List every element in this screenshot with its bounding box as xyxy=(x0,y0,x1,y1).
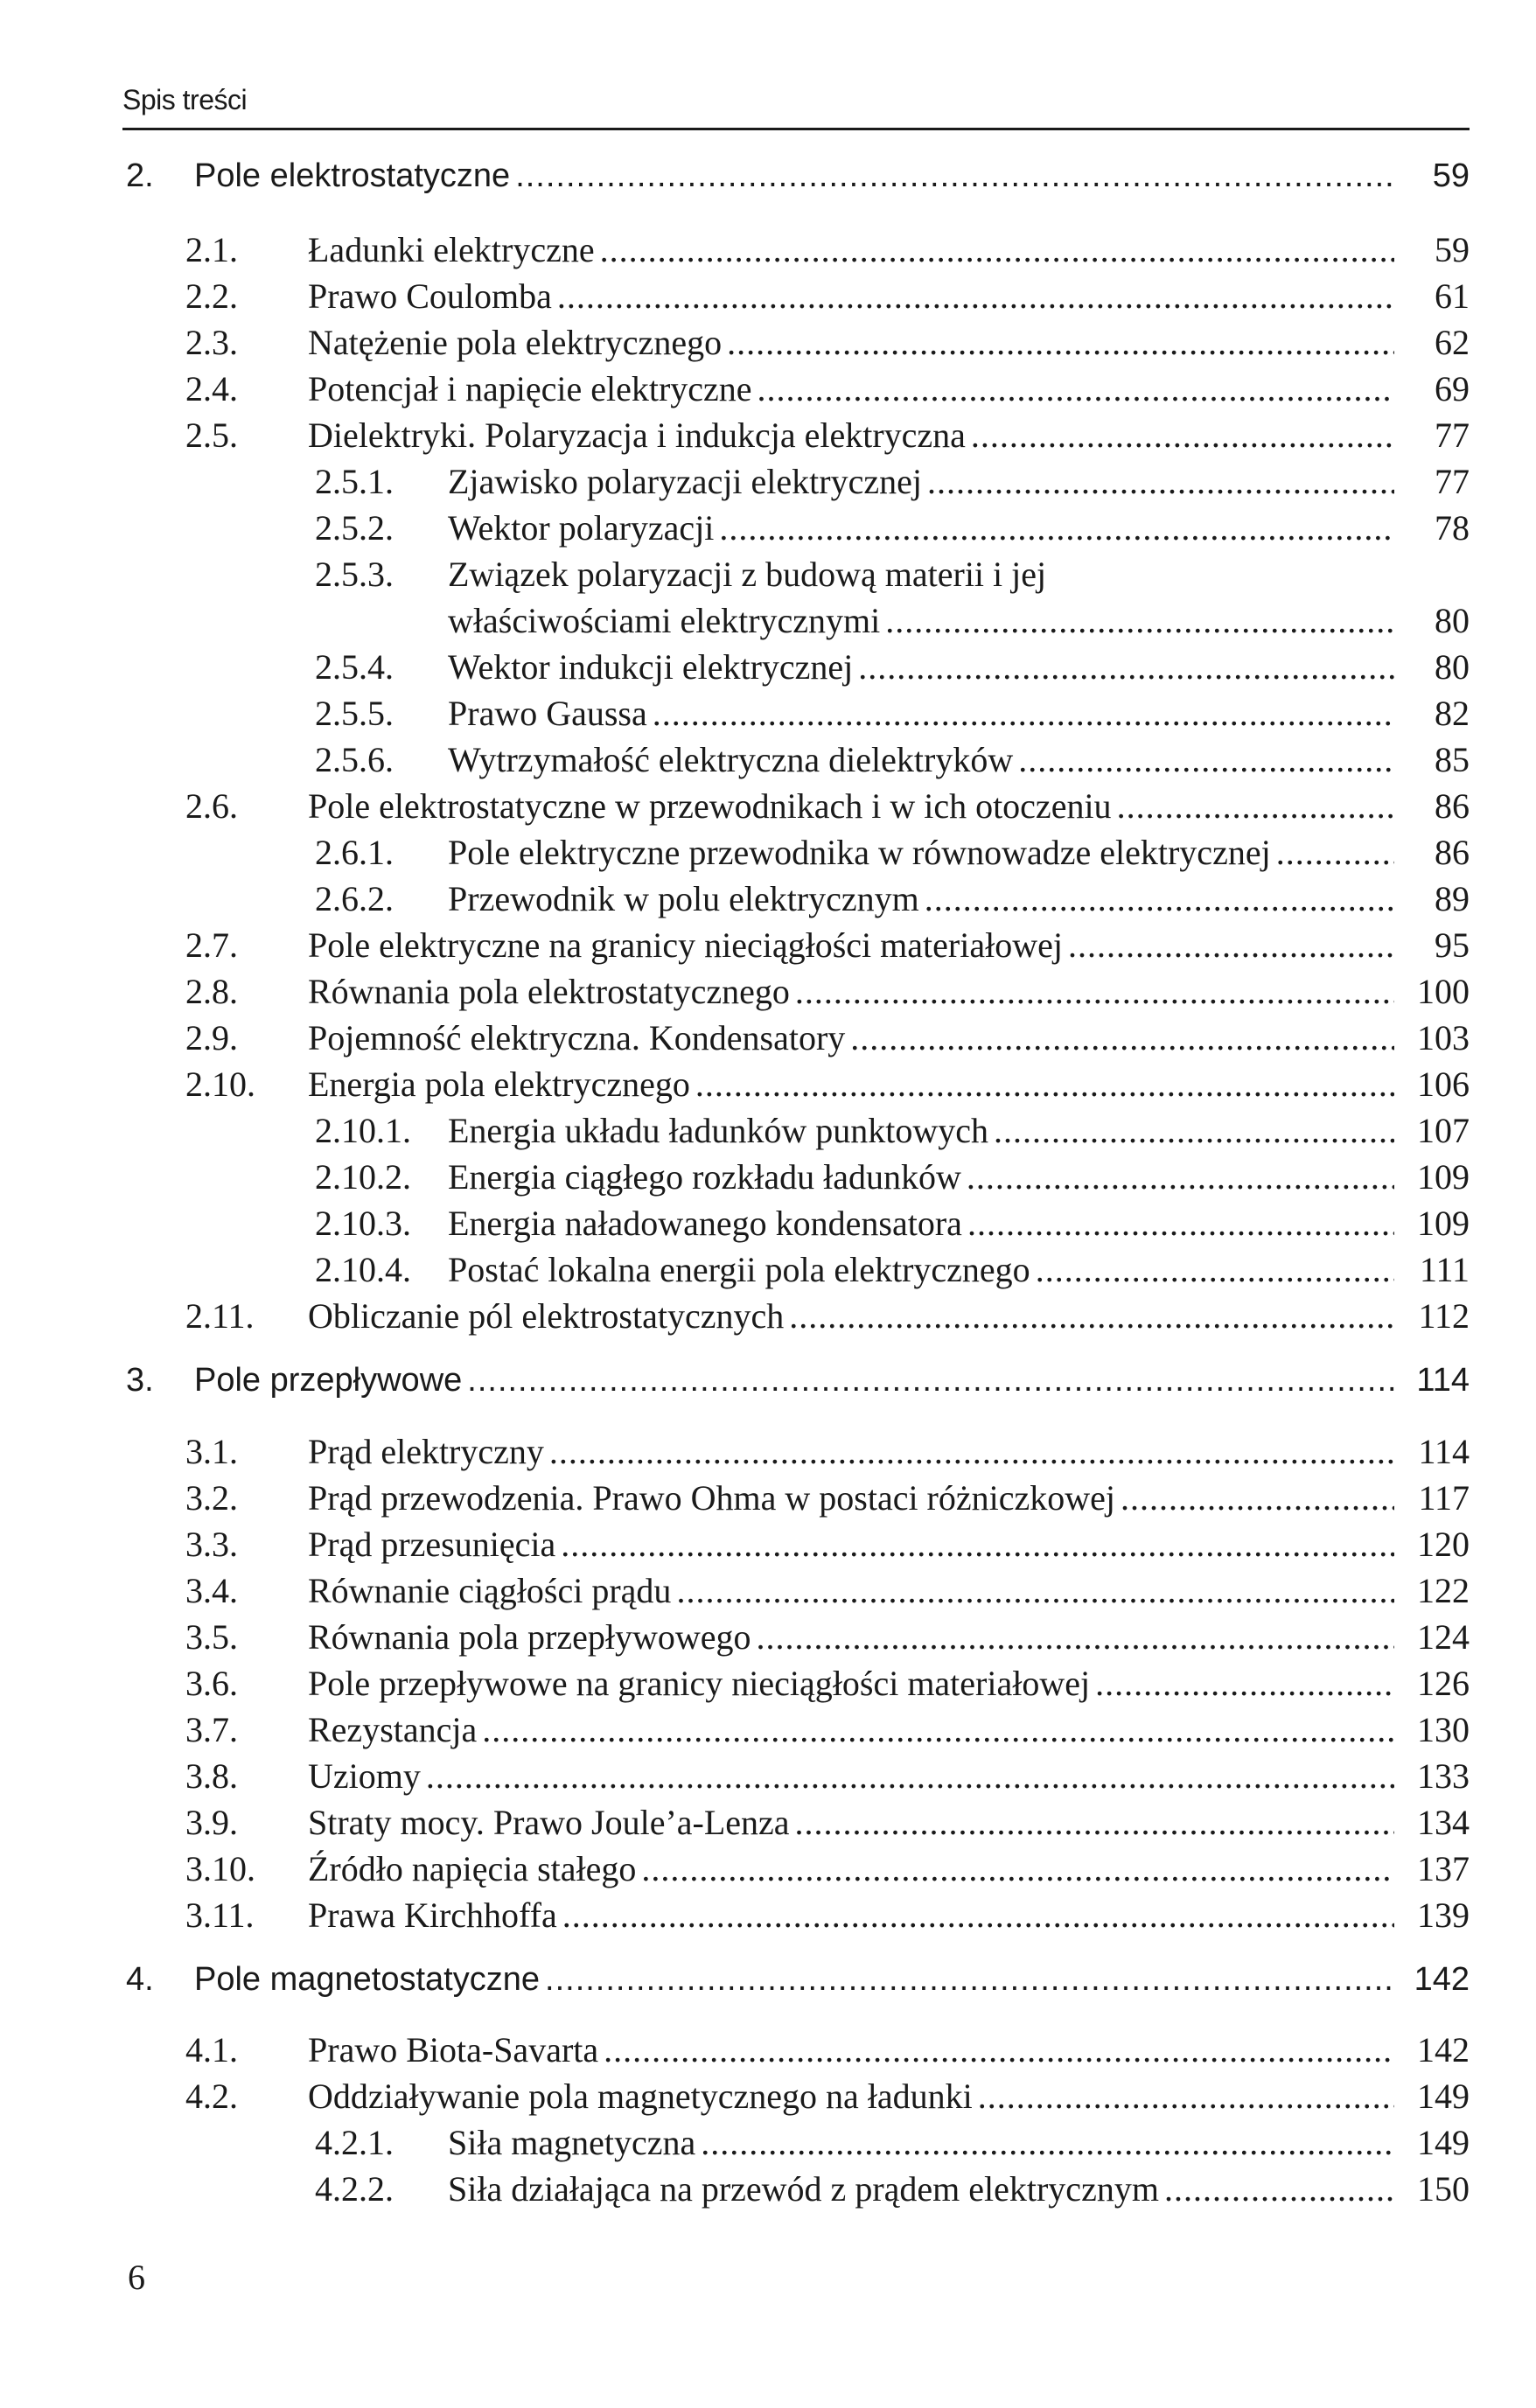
dot-leader xyxy=(515,157,1394,195)
toc-entry-number: 3.4. xyxy=(185,1571,238,1610)
toc-entry-number: 2.10.1. xyxy=(315,1111,411,1150)
toc-entry xyxy=(122,1431,1470,1476)
toc-entry xyxy=(122,368,1470,414)
dot-leader xyxy=(925,878,1394,919)
toc-entry xyxy=(122,1249,1470,1295)
toc-entry xyxy=(122,1663,1470,1708)
toc-entry-page: 107 xyxy=(1417,1111,1470,1150)
toc-entry-page: 85 xyxy=(1435,740,1470,779)
toc-entry-page: 134 xyxy=(1417,1803,1470,1842)
dot-leader xyxy=(557,276,1394,317)
toc-entry-number: 2.5.2. xyxy=(315,508,394,548)
dot-leader xyxy=(967,1156,1394,1197)
toc-entry-title: Straty mocy. Prawo Joule’a-Lenza xyxy=(308,1803,790,1842)
toc-entry-page: 142 xyxy=(1417,2030,1470,2069)
toc-entry-number: 3.11. xyxy=(185,1895,255,1935)
toc-entry-page: 95 xyxy=(1435,925,1470,965)
toc-entry-page: 139 xyxy=(1417,1895,1470,1935)
toc-entry-title: Potencjał i napięcie elektryczne xyxy=(308,369,752,408)
toc-entry-number: 4.2.2. xyxy=(315,2169,394,2209)
toc-entry xyxy=(122,1802,1470,1847)
toc-entry-title: Wytrzymałość elektryczna dielektryków xyxy=(448,740,1014,779)
toc-entry xyxy=(122,1203,1470,1248)
toc-entry-page: 149 xyxy=(1417,2123,1470,2162)
toc-entry xyxy=(122,507,1470,553)
toc-chapter-entry xyxy=(122,1362,1470,1407)
dot-leader xyxy=(978,2076,1394,2117)
toc-entry-number: 4.1. xyxy=(185,2030,238,2069)
toc-entry-number: 4. xyxy=(126,1961,154,1998)
toc-entry xyxy=(122,1616,1470,1662)
toc-entry-page: 122 xyxy=(1417,1571,1470,1610)
dot-leader xyxy=(1276,832,1394,873)
toc-entry-number: 2.5.1. xyxy=(315,462,394,501)
toc-entry-title: Energia ciągłego rozkładu ładunków xyxy=(448,1157,961,1197)
toc-entry-page: 59 xyxy=(1435,230,1470,269)
toc-entry-number: 2.9. xyxy=(185,1018,238,1057)
toc-entry-page: 59 xyxy=(1432,157,1470,194)
toc-entry-number: 4.2.1. xyxy=(315,2123,394,2162)
toc-chapter-entry xyxy=(122,1961,1470,2007)
toc-entry-page: 86 xyxy=(1435,833,1470,872)
toc-entry-page: 117 xyxy=(1418,1478,1470,1518)
dot-leader xyxy=(1095,1663,1394,1704)
toc-entry-page: 120 xyxy=(1417,1525,1470,1564)
toc-entry-page: 114 xyxy=(1418,1432,1470,1471)
toc-entry-number: 3.10. xyxy=(185,1849,255,1888)
toc-entry-title: Pole elektrostatyczne xyxy=(194,157,511,194)
dot-leader xyxy=(482,1709,1394,1750)
toc-entry-page: 126 xyxy=(1417,1664,1470,1703)
toc-entry-number: 3.8. xyxy=(185,1756,238,1796)
toc-entry-title: Siła magnetyczna xyxy=(448,2123,696,2162)
dot-leader xyxy=(701,2122,1394,2163)
toc-entry xyxy=(122,415,1470,460)
toc-entry xyxy=(122,1477,1470,1523)
dot-leader xyxy=(641,1848,1394,1889)
toc-entry-number: 2.10.2. xyxy=(315,1157,411,1197)
toc-entry xyxy=(122,878,1470,924)
toc-entry-title: Pojemność elektryczna. Kondensatory xyxy=(308,1018,846,1057)
toc-entry-title: Uziomy xyxy=(308,1756,421,1796)
dot-leader xyxy=(562,1895,1394,1936)
toc-entry-title: Siła działająca na przewód z prądem elektrycznym xyxy=(448,2169,1159,2209)
toc-entry xyxy=(122,2122,1470,2167)
dot-leader xyxy=(795,971,1394,1012)
toc-entry xyxy=(122,600,1470,646)
toc-entry-title: Zjawisko polaryzacji elektrycznej xyxy=(448,462,922,501)
dot-leader xyxy=(676,1570,1394,1611)
toc-entry-page: 80 xyxy=(1435,647,1470,687)
toc-entry-number: 3.7. xyxy=(185,1710,238,1749)
toc-entry-number: 2.5.4. xyxy=(315,647,394,687)
dot-leader xyxy=(971,415,1394,456)
toc-entry-number: 4.2. xyxy=(185,2076,238,2116)
toc-entry-number: 2.5.5. xyxy=(315,694,394,733)
toc-entry-number: 2. xyxy=(126,157,154,194)
toc-entry-title: Obliczanie pól elektrostatycznych xyxy=(308,1296,785,1336)
toc-entry-number: 2.10. xyxy=(185,1064,255,1104)
toc-entry xyxy=(122,229,1470,275)
toc-entry-title: Energia pola elektrycznego xyxy=(308,1064,690,1104)
toc-entry-title: Pole magnetostatyczne xyxy=(194,1961,541,1998)
dot-leader xyxy=(1121,1477,1394,1518)
toc-entry xyxy=(122,276,1470,321)
toc-entry-title: Pole przepływowe na granicy nieciągłości materiałowej xyxy=(308,1664,1091,1703)
toc-entry-page: 133 xyxy=(1417,1756,1470,1796)
toc-entry-number: 2.7. xyxy=(185,925,238,965)
toc-entry-page: 80 xyxy=(1435,601,1470,640)
toc-entry-page: 82 xyxy=(1435,694,1470,733)
dot-leader xyxy=(758,368,1394,409)
toc-entry xyxy=(122,785,1470,831)
dot-leader xyxy=(426,1755,1394,1797)
toc-chapter-entry xyxy=(122,157,1470,203)
dot-leader xyxy=(719,507,1394,548)
toc-entry-page: 150 xyxy=(1417,2169,1470,2209)
dot-leader xyxy=(967,1203,1394,1244)
toc-entry xyxy=(122,925,1470,970)
toc-entry xyxy=(122,832,1470,877)
toc-entry-title: Prawo Biota-Savarta xyxy=(308,2030,599,2069)
toc-entry-page: 77 xyxy=(1435,462,1470,501)
dot-leader xyxy=(1018,739,1394,780)
dot-leader xyxy=(653,693,1394,734)
toc-entry-number: 2.6. xyxy=(185,786,238,826)
toc-entry-title: Prąd elektryczny xyxy=(308,1432,544,1471)
dot-leader xyxy=(549,1431,1394,1472)
toc-entry-number: 2.4. xyxy=(185,369,238,408)
toc-entry-page: 124 xyxy=(1417,1617,1470,1657)
toc-entry xyxy=(122,1524,1470,1569)
toc-entry xyxy=(122,1156,1470,1202)
dot-leader xyxy=(994,1110,1394,1151)
toc-entry-page: 130 xyxy=(1417,1710,1470,1749)
toc-entry-number: 3. xyxy=(126,1362,154,1399)
toc-entry xyxy=(122,461,1470,506)
toc-entry-page: 109 xyxy=(1417,1157,1470,1197)
dot-leader xyxy=(795,1802,1394,1843)
toc-entry xyxy=(122,693,1470,738)
toc-entry xyxy=(122,2168,1470,2214)
toc-entry-title: Postać lokalna energii pola elektrycznego xyxy=(448,1250,1030,1289)
toc-entry-page: 100 xyxy=(1417,972,1470,1011)
dot-leader xyxy=(545,1961,1394,1999)
page-number: 6 xyxy=(128,2258,145,2297)
toc-entry xyxy=(122,322,1470,367)
toc-entry-title: Energia naładowanego kondensatora xyxy=(448,1204,962,1243)
toc-entry-number: 2.5. xyxy=(185,415,238,455)
toc-entry xyxy=(122,971,1470,1016)
toc-entry-number: 3.5. xyxy=(185,1617,238,1657)
dot-leader xyxy=(727,322,1394,363)
toc-entry-title: właściwościami elektrycznymi xyxy=(448,601,881,640)
toc-entry-number: 3.2. xyxy=(185,1478,238,1518)
dot-leader xyxy=(789,1295,1394,1337)
toc-entry-title: Równanie ciągłości prądu xyxy=(308,1571,672,1610)
toc-entry-title: Równania pola elektrostatycznego xyxy=(308,972,790,1011)
toc-entry-number: 2.3. xyxy=(185,323,238,362)
toc-entry-title: Związek polaryzacji z budową materii i jej xyxy=(448,555,1047,594)
header-rule xyxy=(122,128,1470,130)
toc-entry xyxy=(122,739,1470,785)
toc-entry-title: Prąd przesunięcia xyxy=(308,1525,556,1564)
toc-entry xyxy=(122,1709,1470,1755)
toc-entry-number: 2.6.2. xyxy=(315,879,394,918)
toc-entry-page: 77 xyxy=(1435,415,1470,455)
dot-leader xyxy=(757,1616,1394,1658)
dot-leader xyxy=(885,600,1394,641)
toc-entry-title: Pole elektrostatyczne w przewodnikach i w ich otoczeniu xyxy=(308,786,1112,826)
toc-entry-number: 2.11. xyxy=(185,1296,255,1336)
toc-entry xyxy=(122,1755,1470,1801)
dot-leader xyxy=(600,229,1394,270)
toc-entry xyxy=(122,1295,1470,1341)
toc-entry xyxy=(122,1848,1470,1894)
dot-leader xyxy=(1164,2168,1394,2209)
toc-entry-number: 2.5.6. xyxy=(315,740,394,779)
toc-entry-page: 86 xyxy=(1435,786,1470,826)
toc-entry-page: 149 xyxy=(1417,2076,1470,2116)
toc-entry xyxy=(122,1064,1470,1109)
running-head: Spis treści xyxy=(122,84,248,115)
toc-entry-title: Prawo Coulomba xyxy=(308,276,552,316)
toc-entry-page: 112 xyxy=(1418,1296,1470,1336)
toc-entry-number: 2.10.4. xyxy=(315,1250,411,1289)
toc-entry xyxy=(122,1110,1470,1155)
toc-entry-number: 3.1. xyxy=(185,1432,238,1471)
toc-entry-page: 142 xyxy=(1414,1961,1470,1998)
toc-entry xyxy=(122,646,1470,692)
toc-entry-title: Ładunki elektryczne xyxy=(308,230,595,269)
toc-entry xyxy=(122,1017,1470,1063)
toc-entry-title: Przewodnik w polu elektrycznym xyxy=(448,879,919,918)
toc-entry-title: Natężenie pola elektrycznego xyxy=(308,323,723,362)
toc-entry-title: Pole przepływowe xyxy=(194,1362,463,1399)
toc-entry xyxy=(122,1570,1470,1616)
toc-entry-title: Wektor indukcji elektrycznej xyxy=(448,647,854,687)
toc-entry-title: Pole elektryczne przewodnika w równowadze elektrycznej xyxy=(448,833,1271,872)
dot-leader xyxy=(695,1064,1394,1105)
toc-entry-number: 3.9. xyxy=(185,1803,238,1842)
toc-entry xyxy=(122,2076,1470,2121)
toc-entry-number: 2.6.1. xyxy=(315,833,394,872)
toc-entry-title: Źródło napięcia stałego xyxy=(308,1849,637,1888)
toc-entry-page: 111 xyxy=(1419,1250,1470,1289)
toc-entry-title: Energia układu ładunków punktowych xyxy=(448,1111,989,1150)
toc-entry xyxy=(122,1895,1470,1940)
toc-entry-title: Dielektryki. Polaryzacja i indukcja elektryczna xyxy=(308,415,966,455)
toc-entry-page: 78 xyxy=(1435,508,1470,548)
toc-entry-number: 2.2. xyxy=(185,276,238,316)
toc-entry-title: Prawa Kirchhoffa xyxy=(308,1895,557,1935)
toc-entry-page: 61 xyxy=(1435,276,1470,316)
toc-entry-page: 69 xyxy=(1435,369,1470,408)
dot-leader xyxy=(604,2029,1394,2070)
toc-entry xyxy=(122,554,1470,599)
dot-leader xyxy=(850,1017,1394,1058)
dot-leader xyxy=(561,1524,1394,1565)
toc-entry xyxy=(122,2029,1470,2075)
toc-entry-title: Prąd przewodzenia. Prawo Ohma w postaci różniczkowej xyxy=(308,1478,1116,1518)
toc-entry-page: 109 xyxy=(1417,1204,1470,1243)
dot-leader xyxy=(467,1362,1394,1399)
toc-entry-number: 2.10.3. xyxy=(315,1204,411,1243)
toc-entry-title: Pole elektryczne na granicy nieciągłości materiałowej xyxy=(308,925,1063,965)
toc-entry-title: Oddziaływanie pola magnetycznego na ładunki xyxy=(308,2076,973,2116)
toc-entry-title: Rezystancja xyxy=(308,1710,478,1749)
toc-entry-title: Prawo Gaussa xyxy=(448,694,647,733)
toc-entry-page: 62 xyxy=(1435,323,1470,362)
dot-leader xyxy=(858,646,1394,688)
toc-entry-number: 2.1. xyxy=(185,230,238,269)
toc-entry-title: Równania pola przepływowego xyxy=(308,1617,751,1657)
dot-leader xyxy=(1117,785,1394,827)
toc-entry-page: 106 xyxy=(1417,1064,1470,1104)
toc-entry-page: 103 xyxy=(1417,1018,1470,1057)
toc-entry-page: 114 xyxy=(1416,1362,1470,1399)
toc-entry-number: 2.5.3. xyxy=(315,555,394,594)
dot-leader xyxy=(1036,1249,1394,1290)
dot-leader xyxy=(1068,925,1394,966)
toc-entry-number: 2.8. xyxy=(185,972,238,1011)
toc-entry-title: Wektor polaryzacji xyxy=(448,508,715,548)
toc-entry-page: 137 xyxy=(1417,1849,1470,1888)
dot-leader xyxy=(927,461,1394,502)
toc-entry-number: 3.3. xyxy=(185,1525,238,1564)
toc-entry-number: 3.6. xyxy=(185,1664,238,1703)
toc-entry-page: 89 xyxy=(1435,879,1470,918)
